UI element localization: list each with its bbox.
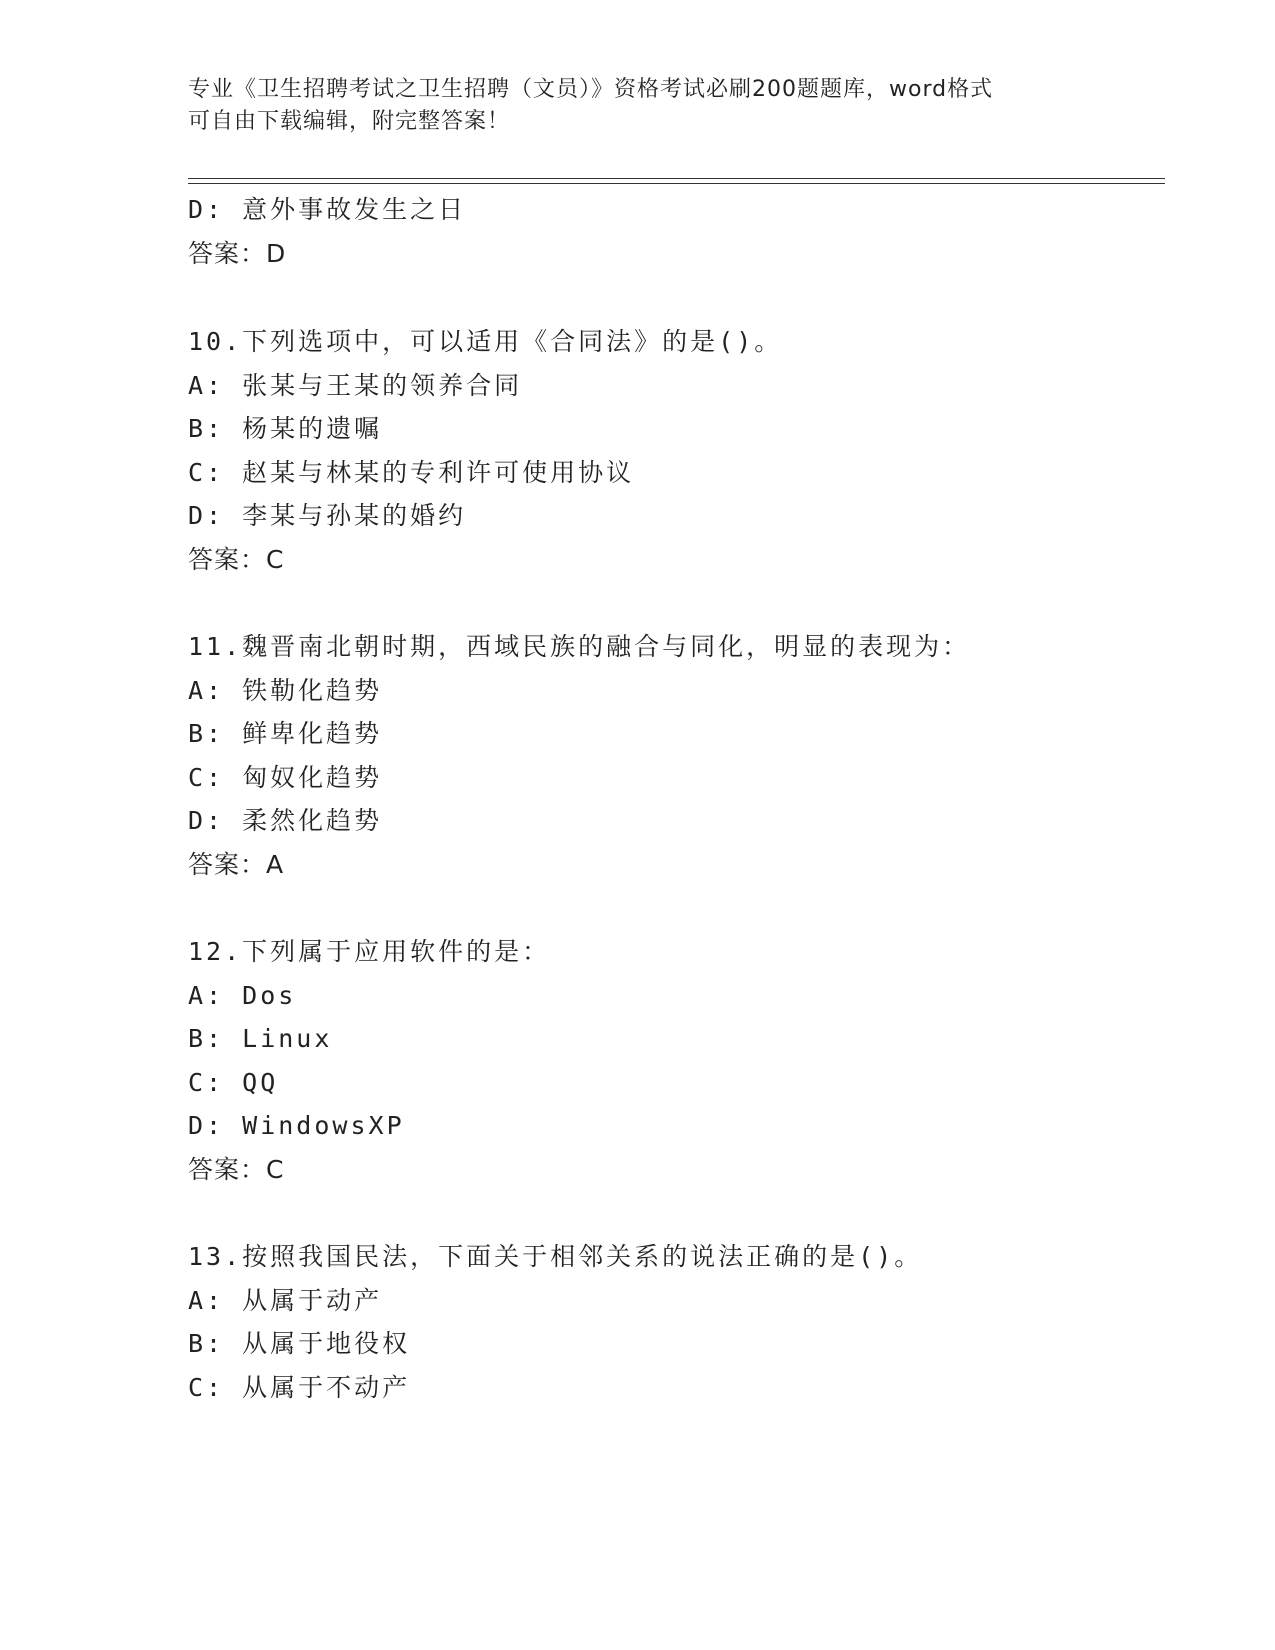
option-line: D: WindowsXP [188,1111,405,1140]
option-line: C: 匈奴化趋势 [188,763,383,792]
header-line-1: 专业《卫生招聘考试之卫生招聘（文员）》资格考试必刷200题题库，word格式 [188,77,994,102]
question-line: 11.魏晋南北朝时期，西域民族的融合与同化，明显的表现为： [188,632,971,661]
answer-line: 答案：A [188,850,285,879]
question-line: 10.下列选项中，可以适用《合同法》的是()。 [188,327,783,356]
option-line: B: 从属于地役权 [188,1329,411,1358]
option-line: D: 柔然化趋势 [188,806,383,835]
option-line: A: 铁勒化趋势 [188,676,383,705]
question-line: 12.下列属于应用软件的是： [188,937,551,966]
option-line: B: 杨某的遗嘱 [188,414,383,443]
option-line: C: 从属于不动产 [188,1373,411,1402]
answer-line: 答案：C [188,545,285,574]
header-divider-top [188,178,1165,179]
option-line: D: 李某与孙某的婚约 [188,501,467,530]
option-line: B: Linux [188,1024,333,1053]
option-line: A: 张某与王某的领养合同 [188,371,523,400]
question-line: 13.按照我国民法，下面关于相邻关系的说法正确的是()。 [188,1242,923,1271]
answer-line: 答案：D [188,239,287,268]
option-line: A: 从属于动产 [188,1286,383,1315]
answer-line: 答案：C [188,1155,285,1184]
option-line: B: 鲜卑化趋势 [188,719,383,748]
option-line: C: QQ [188,1068,279,1097]
document-header [188,74,1088,138]
option-line: D: 意外事故发生之日 [188,195,467,224]
option-line: C: 赵某与林某的专利许可使用协议 [188,458,635,487]
option-line: A: Dos [188,981,297,1010]
header-divider-bottom [188,183,1165,184]
header-line-2: 可自由下载编辑，附完整答案！ [188,109,511,134]
